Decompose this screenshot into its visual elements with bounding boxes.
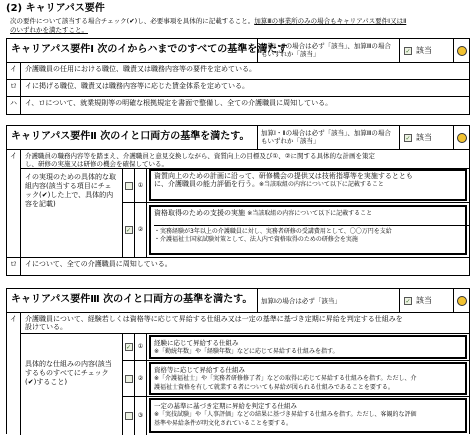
- req1-row-ro-text: イに掲げる職位、職責又は職務内容等に応じた賃金体系を定めている。: [25, 82, 249, 90]
- req2-opt1: [123, 169, 469, 203]
- req2-opt2-detail-2: ・介護福祉士国家試験対策として、法人内で資格取得のための研修会を実施: [154, 236, 358, 243]
- checkbox-icon[interactable]: ✓: [405, 47, 411, 55]
- req2-opt2-check[interactable]: [123, 203, 135, 257]
- req3-row-i-text: [25, 315, 465, 331]
- checkbox-icon[interactable]: [125, 412, 133, 420]
- req1-status: [453, 39, 469, 62]
- req3-sub-label: 具体的な仕組みの内容(該当するものすべてにチェック(✔)すること): [21, 333, 123, 435]
- req3-status: [453, 289, 469, 312]
- req2-opt2-box: [149, 205, 467, 255]
- req3-note: 加算Ⅰの場合は必ず「該当」: [257, 289, 399, 312]
- req3-opt2-text-2: ※「介護福祉士」や「実務者研修修了者」などの取得に応じて昇給する仕組みを指す。ただし、介: [154, 375, 417, 382]
- req3-row-i-key: イ: [7, 313, 21, 435]
- req2-row-i-text-1: 介護職員の職務内容等を踏まえ、介護職員と意見交換しながら、資質向上の目標及び①、②に関する具体的な計画を策定: [25, 152, 376, 160]
- req2-opt1-text: [154, 172, 470, 189]
- req2-title: キャリアパス要件Ⅱ 次のイと口両方の基準を満たす。: [11, 131, 250, 142]
- req3-opt3-text-3: 基準や昇給条件が明文化されていることを要する。: [154, 420, 293, 427]
- checkbox-icon[interactable]: [125, 182, 133, 190]
- req3-opt3-text: [154, 402, 470, 428]
- req3-opt1-text: [154, 339, 470, 356]
- req2-row-ro-text: イについて、全ての介護職員に周知している。: [25, 260, 172, 268]
- req2-row-ro: [7, 258, 469, 275]
- career-path-req1: [6, 38, 470, 115]
- req3-header: [7, 289, 469, 313]
- intro-line1-a: 次の要件について該当する場合チェック(✔)し、必要事項を具体的に記載すること。: [10, 17, 255, 25]
- req3-opt2-box: [149, 362, 467, 395]
- req1-row-ha-key: ハ: [7, 97, 21, 114]
- req3-row-i-text-2: 設けている。: [25, 323, 67, 331]
- req2-opt2-text-main: 資格取得のための支援の実施: [154, 209, 245, 217]
- req2-opt2-detail: [154, 225, 470, 244]
- checkbox-icon[interactable]: ✓: [125, 227, 132, 234]
- req1-title: キャリアパス要件Ⅰ 次のイからハまでのすべての基準を満たす: [11, 44, 288, 55]
- req3-opt2-text-1: 資格等に応じて昇給する仕組み: [154, 366, 245, 374]
- req3-opt1-box: [149, 335, 467, 359]
- req1-row-ro: [7, 80, 469, 97]
- req2-row-i-text-2: し、研修の実施又は研修の機会を確保している。: [25, 160, 168, 168]
- req2-status: [453, 126, 469, 149]
- page-title: (2) キャリアパス要件: [6, 3, 105, 14]
- req2-row-ro-key: ロ: [7, 258, 21, 275]
- req2-opt1-check[interactable]: [123, 169, 135, 202]
- req3-opt3-num: ③: [135, 397, 147, 435]
- checkbox-icon[interactable]: ✓: [405, 297, 411, 305]
- req1-check[interactable]: [399, 39, 453, 62]
- career-path-req3: [6, 288, 470, 434]
- req3-opt3-text-2: ※「実技試験」や「人事評価」などの結果に基づき昇給する仕組みを指す。ただし、客観的な評価: [154, 411, 417, 418]
- req3-opt2-text: [154, 366, 470, 392]
- req2-row-i-text: [25, 152, 465, 168]
- intro-line2: のいずれかを満たすこと。: [10, 26, 88, 34]
- intro-line1-b: 加算Ⅲの事業所のみの場合もキャリアパス要件Ⅰ又はⅡ: [254, 17, 407, 25]
- intro-text: [10, 17, 470, 35]
- req2-opt2-note: ※当該取組の内容について以下に記載すること: [247, 210, 373, 217]
- req3-row-i: [7, 313, 469, 435]
- req3-title: キャリアパス要件Ⅲ 次のイと口両方の基準を満たす。: [11, 294, 253, 305]
- req2-options: [123, 168, 469, 257]
- req3-opt3-text-1: 一定の基準に基づき定期に昇給を判定する仕組み: [154, 402, 297, 410]
- checkbox-icon[interactable]: ✓: [405, 134, 411, 142]
- req2-opt1-note: ※当該取組の内容について以下に記載すること: [259, 181, 384, 188]
- checkbox-icon[interactable]: ✓: [125, 344, 132, 351]
- req2-opt1-num: ①: [135, 169, 147, 202]
- req2-opt1-box: [149, 169, 467, 201]
- req2-row-i-key: イ: [7, 150, 21, 257]
- req3-opt3-check[interactable]: [123, 397, 135, 435]
- req3-opt2: [123, 361, 469, 397]
- req1-row-i-key: イ: [7, 63, 21, 79]
- req1-row-i: [7, 63, 469, 80]
- req1-note: 加算Ⅰ・Ⅱの場合は必ず「該当」、加算Ⅲの場合もいずれか「該当」: [257, 39, 399, 62]
- req2-check[interactable]: [399, 126, 453, 149]
- req2-check-label: 該当: [416, 132, 432, 142]
- req2-header: [7, 126, 469, 150]
- req1-check-label: 該当: [416, 45, 432, 55]
- req2-opt1-text-1: 資質向上のための計画に沿って、研修機会の提供又は技術指導等を実施するととも: [154, 172, 413, 180]
- req2-opt2: [123, 203, 469, 257]
- career-path-req2: [6, 125, 470, 276]
- req3-check[interactable]: [399, 289, 453, 312]
- checkbox-icon[interactable]: [125, 375, 133, 383]
- req2-opt2-detail-1: ・実務経験が3年以上の介護職員に対し、実務者研修の受講費用として、〇〇万円を支給: [154, 228, 392, 235]
- req3-opt3-box: [149, 398, 467, 433]
- req2-row-i: [7, 150, 469, 258]
- req2-sub-label: イの実現のための具体的な取組内容(該当する項目にチェック(✔)した上で、具体的内容を記載): [21, 168, 123, 257]
- status-circle-icon: [457, 46, 467, 56]
- req3-opt2-text-3: 護福祉士資格を有して就業する者についても昇給が図られる仕組みであることを要する。: [154, 384, 394, 391]
- req1-header: [7, 39, 469, 63]
- status-circle-icon: [457, 133, 467, 143]
- req1-row-ro-key: ロ: [7, 80, 21, 96]
- req3-opt3: [123, 397, 469, 435]
- req3-opt2-num: ②: [135, 361, 147, 396]
- req2-opt1-text-2: に、介護職員の能力評価を行う。: [154, 180, 259, 188]
- req3-opt1-num: ①: [135, 334, 147, 360]
- req3-opt2-check[interactable]: [123, 361, 135, 396]
- req2-opt2-num: ②: [135, 203, 147, 257]
- req3-options: [123, 333, 469, 435]
- status-circle-icon: [457, 296, 467, 306]
- req1-row-ha-text: イ、ロについて、就業規則等の明確な根拠規定を書面で整備し、全ての介護職員に周知している。: [25, 99, 333, 107]
- req2-opt2-text: [154, 209, 470, 218]
- req3-row-i-text-1: 介護職員について、経験若しくは資格等に応じて昇給する仕組み又は一定の基準に基づき定期に昇給を判定する仕組みを: [25, 315, 403, 323]
- req3-opt1: [123, 334, 469, 361]
- req1-row-i-text: 介護職員の任用における職位、職責又は職務内容等の要件を定めている。: [25, 65, 256, 73]
- req3-opt1-text-2: ※「勤続年数」や「経験年数」などに応じて昇給する仕組みを指す。: [154, 348, 339, 355]
- req3-opt1-check[interactable]: [123, 334, 135, 360]
- req3-check-label: 該当: [416, 295, 432, 305]
- req1-row-ha: [7, 97, 469, 114]
- req3-opt1-text-1: 経験に応じて昇給する仕組み: [154, 339, 239, 347]
- req2-note: 加算Ⅰ・Ⅱの場合は必ず「該当」、加算Ⅲの場合もいずれか「該当」: [257, 126, 399, 149]
